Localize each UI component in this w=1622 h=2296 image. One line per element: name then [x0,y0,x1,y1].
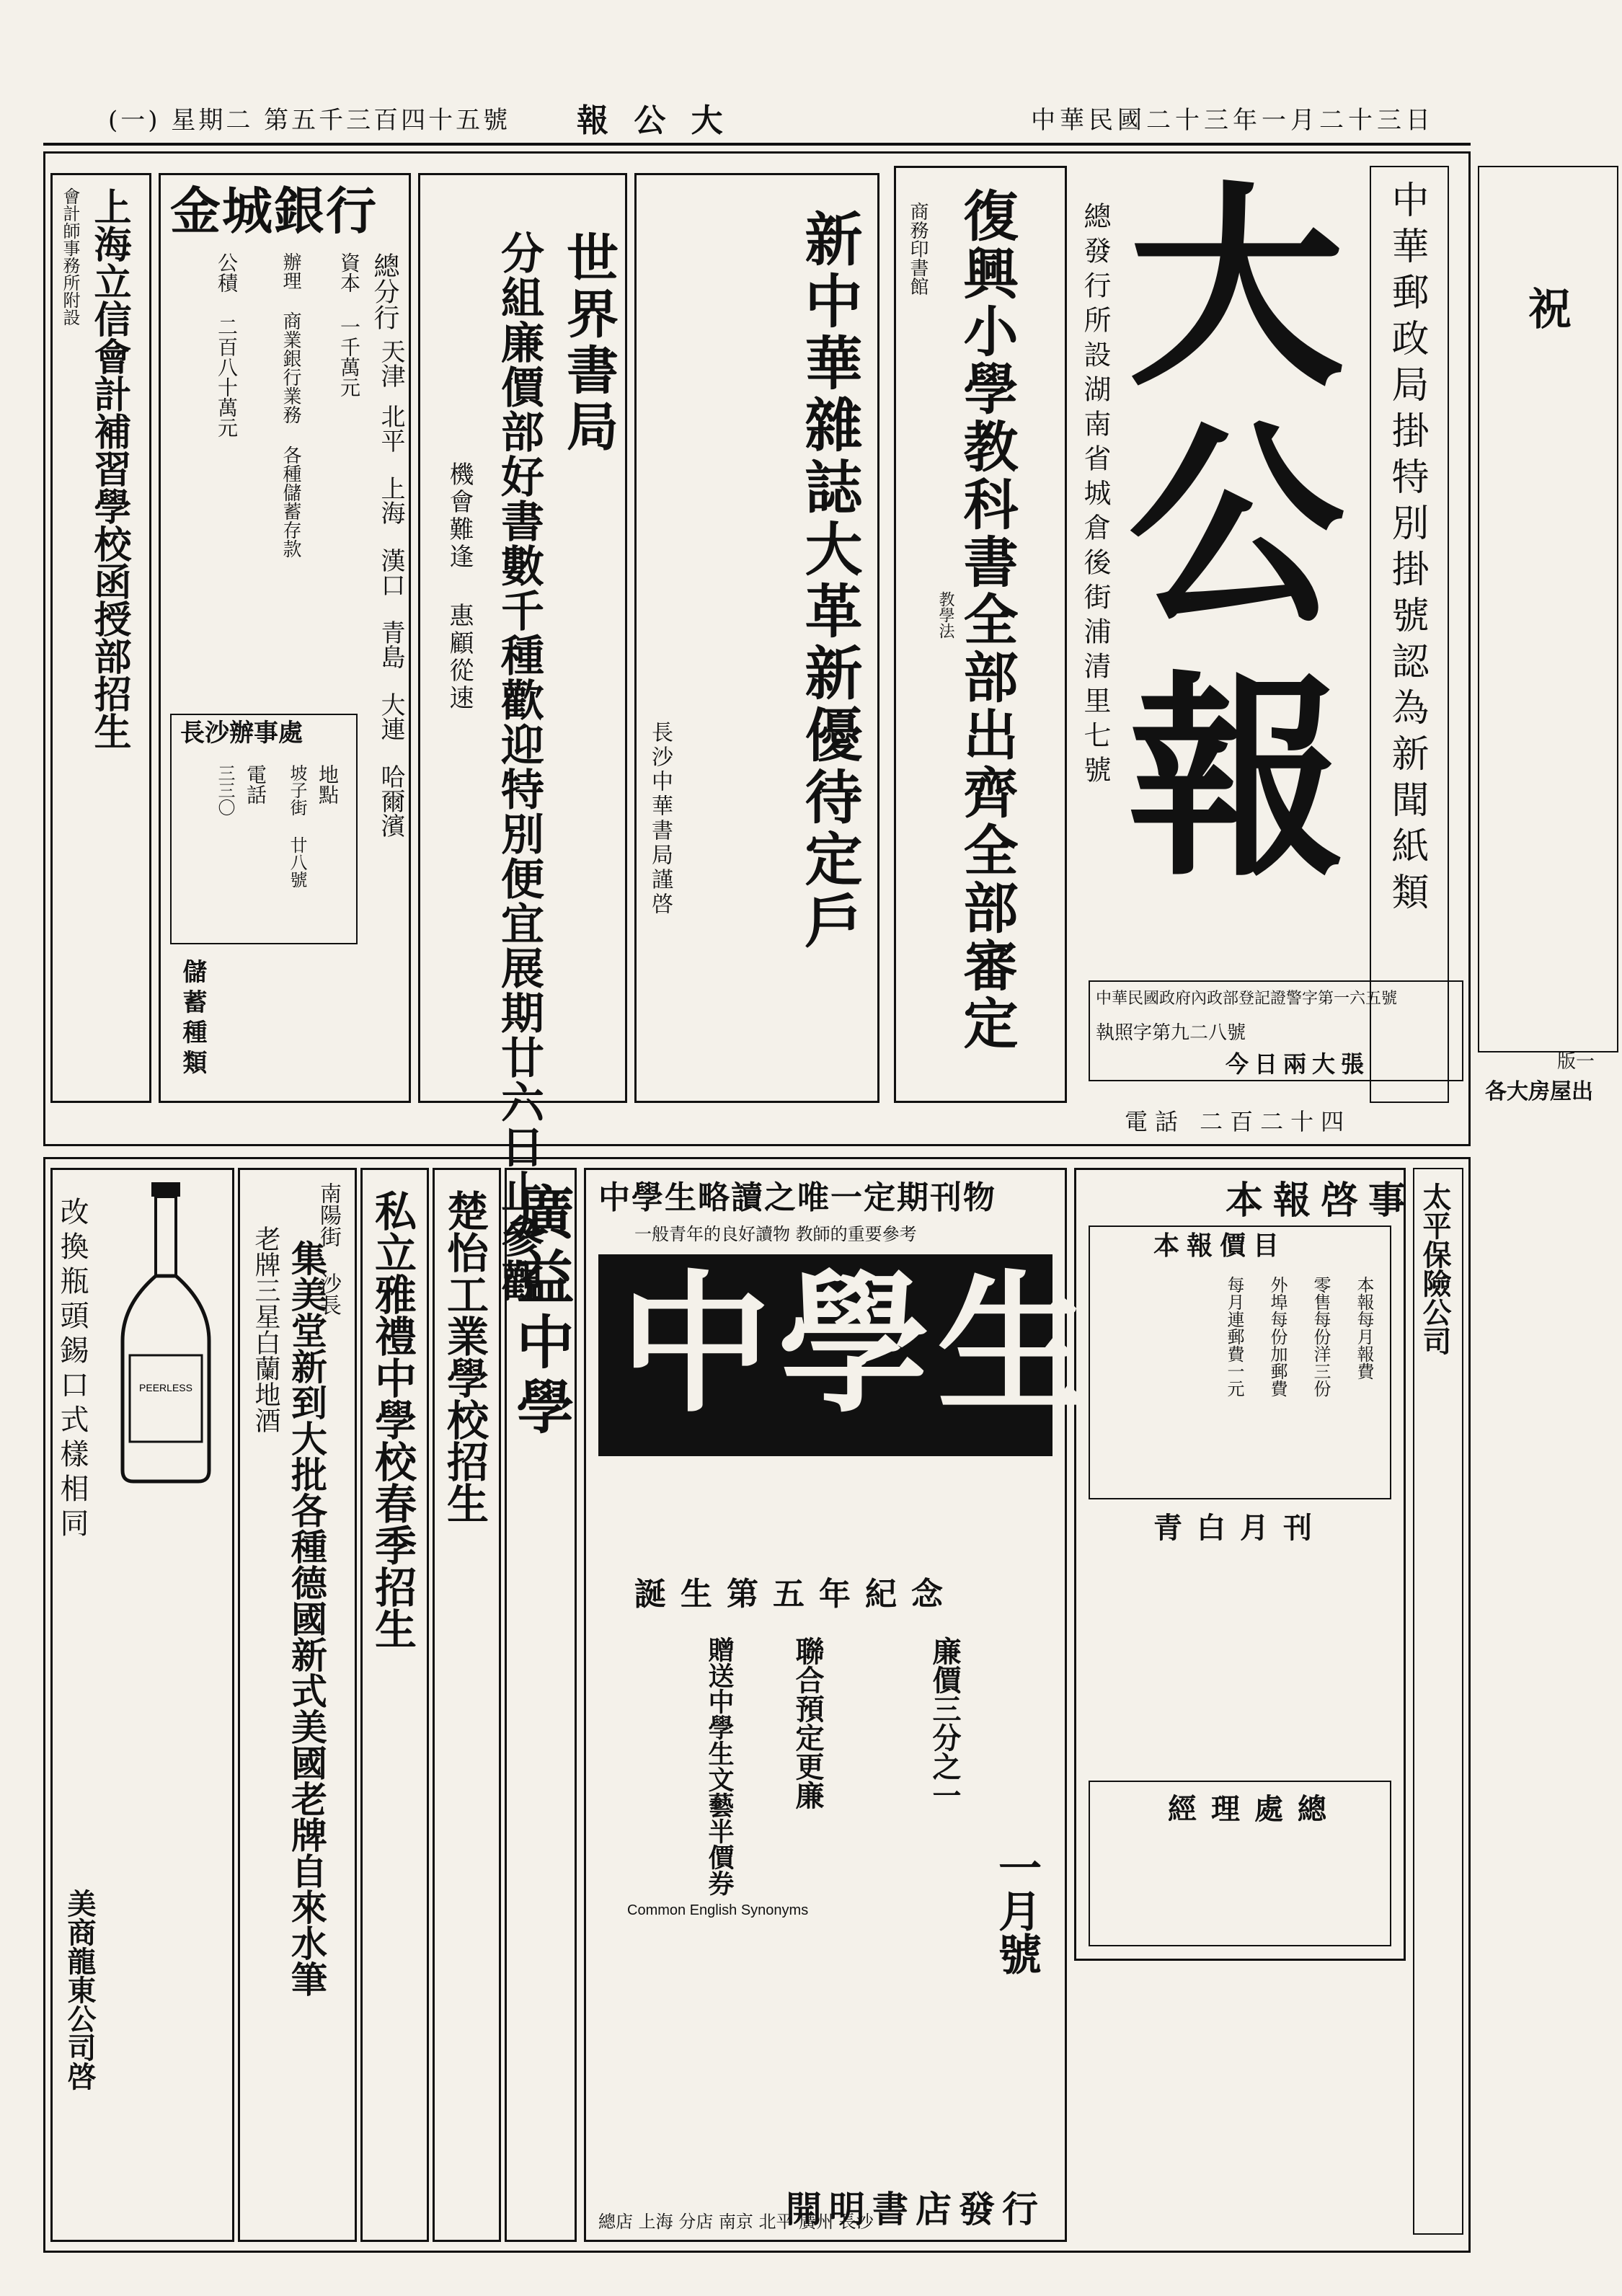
realestate-insurance: 太平保險公司 [1418,1182,1452,1355]
accounting-subtitle: 會計師事務所附設 [60,187,80,326]
head-office-column: 總發行所設湖南省城倉後街浦清里七號 [1079,202,1111,790]
kaiming-top-title: 中學生略讀之唯一定期刊物 [598,1179,996,1216]
jimei-wine: 老牌三星白蘭地酒 [251,1225,280,1433]
manager-title: 經理處總 [1168,1792,1341,1826]
right-strip-middle: 各大房屋出 [1485,1079,1593,1104]
bank-branch-harbin: 哈爾濱 [376,764,405,838]
bank-branches-head: 總分行 [370,252,399,330]
bank-changsha-office: 長沙辦事處 [180,719,303,748]
bank-address: 坡子街 廿八號 [287,764,307,888]
yali-title: 私立雅禮中學校春季招生 [368,1189,417,1649]
wine-bottle-image [108,1182,223,1485]
kaiming-big-title: 中學生 [620,1255,1096,1433]
bank-capital: 資本 一千萬元 [337,252,361,397]
bottle-brand: PEERLESS [139,1382,192,1393]
date-line: 中華民國二十三年一月二十三日 [1031,106,1435,135]
kaiming-offer-1: 廉價三分之一 [928,1636,962,1809]
bank-branch-shanghai: 上海 [376,476,405,525]
phone-line: 電話 二百二十四 [1125,1108,1352,1135]
kaiming-issue: 一月號 [991,1845,1042,1975]
bank-changsha-box [170,714,358,944]
reg-number-1: 中華民國政府內政部登記證警字第一六五號 [1096,990,1398,1008]
bank-branch-dalian: 大連 [376,692,405,741]
zhonghua-title: 新中華雜誌大革新優待定戶 [795,209,863,953]
fuxing-publisher: 商務印書館 [907,202,929,296]
masthead-char-1: 大 [1128,161,1344,415]
jimei-location: 南陽街 沙長 [316,1182,341,1316]
masthead-char-2: 公 [1128,399,1344,653]
zhonghua-signature: 長沙中華書局謹啓 [647,721,673,917]
reg-number-2: 執照字第九二八號 [1096,1022,1246,1044]
bank-phone: 三三〇 [215,764,235,816]
kaiming-publisher: 開明書店發行 [786,2188,1045,2230]
jimei-closing: 美商龍東公司啓 [63,1889,97,2091]
kaiming-anniversary: 誕生第五年紀念 [634,1576,957,1613]
daily-note: 今日兩大張 [1226,1050,1370,1078]
bank-business: 辦理 商業銀行業務 各種儲蓄存款 [280,252,301,558]
kaiming-offer-2: 聯合預定更廉 [791,1636,825,1809]
kaiming-english: Common English Synonyms [627,1902,809,1918]
bank-branch-qingdao: 青島 [376,620,405,669]
postal-notice: 中華郵政局掛特別掛號認為新聞紙類 [1385,180,1428,918]
kaiming-offer-3: 贈送中學生文藝半價券 [704,1636,735,1896]
price-item-2: 零售每份洋三份 [1311,1276,1331,1397]
issue-info: (一) 星期二 第五千三百四十五號 [108,106,511,135]
notice-head: 青白月刊 [1153,1511,1326,1545]
right-strip-small: 版一 [1557,1051,1595,1073]
notice-title: 本報啓事 [1226,1179,1417,1223]
kaiming-branch: 總店 上海 分店 南京 北平 廣州 長沙 [598,2212,874,2232]
bottle-caption: 改換瓶頭錫口式樣相同 [56,1197,89,1543]
masthead-small: 報 公 大 [577,102,730,139]
worldbook-note: 機會難逢 惠顧從速 [445,461,474,712]
header-rule [43,143,1471,146]
worldbook-body: 分組廉價部好書數千種歡迎特別便宜展期廿六日止參觀 [494,231,544,1303]
bank-branch-tianjin: 天津 [376,339,405,388]
bank-address-label: 地點 [316,764,340,805]
guangyi-title: 廣益中學 [507,1182,575,1442]
fuxing-sub: 教學法 [936,591,954,639]
worldbook-title: 世界書局 [558,231,619,456]
bank-savings: 儲蓄種類 [178,959,207,1080]
bank-reserve: 公積 二百八十萬元 [215,252,239,438]
bank-branch-beiping: 北平 [376,404,405,453]
price-title: 本報價目 [1153,1231,1287,1261]
bank-title: 金城銀行 [170,181,378,241]
kaiming-top-sub: 一般青年的良好讀物 教師的重要參考 [634,1224,917,1244]
fuxing-title: 復興小學教科書全部出齊全部審定 [954,187,1019,1052]
bank-branch-hankou: 漢口 [376,548,405,597]
price-item-1: 本報每月報費 [1354,1276,1374,1380]
masthead-char-3: 報 [1128,651,1344,905]
accounting-title: 上海立信會計補習學校函授部招生 [87,187,131,750]
price-item-4: 每月連郵費一元 [1224,1276,1244,1397]
right-strip-top: 祝 [1528,285,1572,335]
bank-phone-label: 電話 [244,764,267,805]
jimei-title: 集美堂新到大批各種德國新式美國老牌自來水筆 [285,1240,328,1997]
manager-box [1089,1781,1391,1946]
price-item-3: 外埠每份加郵費 [1267,1276,1288,1397]
chuyi-title: 楚怡工業學校招生 [440,1189,489,1524]
